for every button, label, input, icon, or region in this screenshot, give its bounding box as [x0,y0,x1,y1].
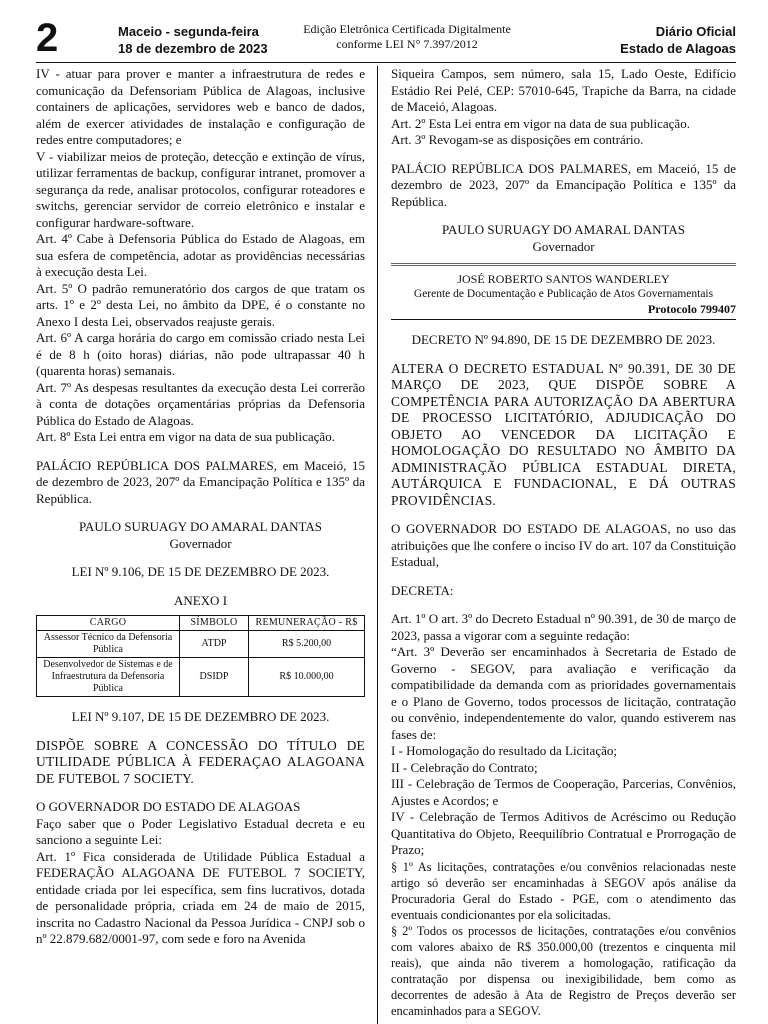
column-divider [377,66,378,1024]
paragraph-2: § 2º Todos os processos de licitações, contratações e/ou convênios com valores abaixo de R$ 350.000,00 (trezentos e cinquenta mil reais), que ainda não tiverem a homologação, ratificação da contratação por dispensa ou inexigibilidade, bem como as decorrentes de adesão à Ata de Registro de Preços deverão ser encaminhados para a SEGOV. [391,923,736,1018]
palace-dateline: PALÁCIO REPÚBLICA DOS PALMARES, em Maceió, 15 de dezembro de 2023, 207º da Emancipação Política e 135º da República. [36,457,365,506]
article-1-continued: Siqueira Campos, sem número, sala 15, Lado Oeste, Edifício Estádio Rei Pelé, CEP: 57010-645, Trapiche da Barra, na cidade de Maceió, Alagoas. [391,66,736,114]
item-ii: II - Celebração do Contrato; [391,759,538,775]
annex-col-simbolo: SÍMBOLO [180,616,249,631]
annex-table [36,615,365,697]
decree-ementa: ALTERA O DECRETO ESTADUAL Nº 90.391, DE 30 DE MARÇO DE 2023, QUE DISPÕE SOBRE A COMPETÊNCIA PARA AUTORIZAÇÃO DA ABERTURA DE PROCESSO LICITATÓRIO, ADJUDICAÇÃO DO OBJETO AO VENCEDOR DA LICITAÇÃO E HOMOLOGAÇÃO DO RESULTADO NO ÂMBITO DA ADMINISTRAÇÃO PÚBLICA ESTADUAL DIRETA, AUTÁRQUICA E FUNDACIONAL, E DÁ OUTRAS PROVIDÊNCIAS. [391,360,736,508]
protocol-number: Protocolo 799407 [391,302,736,320]
article-5: Art. 5º O padrão remuneratório dos cargos de que tratam os arts. 1º e 2º desta Lei, no âmbito da DPE, é o constante no Anexo I desta Lei, observados reajuste gerais. [36,280,365,329]
annex-header-row [37,616,365,631]
article-2: Art. 2º Esta Lei entra em vigor na data de sua publicação. [391,115,690,131]
annex-cell-simbolo: ATDP [180,631,249,658]
decree-article-1: Art. 1º O art. 3º do Decreto Estadual nº 90.391, de 30 de março de 2023, passa a vigorar com a seguinte redação: [391,611,736,643]
palace-dateline: PALÁCIO REPÚBLICA DOS PALMARES, em Maceió, 15 de dezembro de 2023, 207º da Emancipação Política e 135º da República. [391,160,736,209]
annex-cell-cargo: Desenvolvedor de Sistemas e de Infraestrutura da Defensoria Pública [37,658,180,697]
annex-cell-simbolo: DSIDP [180,658,249,697]
governor-role: Governador [169,535,232,551]
article-7: Art. 7º As despesas resultantes da execução desta Lei correrão à conta de dotações orçamentárias próprias da Defensoria Pública do Estado de Alagoas. [36,379,365,428]
certification-line: Edição Eletrônica Certificada Digitalmente [303,22,511,36]
page-number: 2 [36,16,59,60]
governor-intro: O GOVERNADOR DO ESTADO DE ALAGOAS [36,799,301,814]
quoted-article-3: “Art. 3º Deverão ser encaminhados à Secretaria de Estado de Governo - SEGOV, para avaliação e verificação da compatibilidade da demanda com as prioridades governamentais e o Plano de Governo, todos processos de licitação, contratação ou convênio, independentemente do valor, quando estiverem nas fases de: [391,644,736,742]
law-9106-title: LEI Nº 9.106, DE 15 DE DEZEMBRO DE 2023. [71,564,330,579]
article-3: Art. 3º Revogam-se as disposições em contrário. [391,132,644,147]
item-v: V - viabilizar meios de proteção, detecção e extinção de vírus, utilizar ferramentas de backup, configurar intranet, promover a segurança da rede, analisar protocolos, configurar roteadores e switchs, gerenciar servidor de correio eletrônico e instalar e configurar hardware-software. [36,148,365,230]
governor-role: Governador [532,238,595,254]
item-iv: IV - Celebração de Termos Aditivos de Acréscimo ou Redução Quantitativa do Objeto, Reequilíbrio Contratual e Prorrogação de Prazo; [391,809,736,857]
sanction-text: Faço saber que o Poder Legislativo Estadual decreta e eu sanciono a seguinte Lei: [36,815,365,847]
gazette-title [620,23,736,57]
header-divider [36,62,736,63]
annex-cell-remuneracao: R$ 10.000,00 [249,658,365,697]
decreta-label: DECRETA: [391,582,454,598]
edition-full-date: 18 de dezembro de 2023 [118,41,268,56]
annex-col-remuneracao: REMUNERAÇÃO - R$ [249,616,365,631]
governor-signature [391,222,736,255]
annex-title: ANEXO I [173,592,228,608]
governor-signature [36,519,365,552]
table-row [37,658,365,697]
publisher-role: Gerente de Documentação e Publicação de Atos Governamentais [413,288,714,300]
certification-law: conforme LEI N° 7.397/2012 [336,37,478,51]
decree-title: DECRETO Nº 94.890, DE 15 DE DEZEMBRO DE 2023. [411,332,716,347]
certification-note [292,22,522,52]
governor-name: PAULO SURUAGY DO AMARAL DANTAS [78,519,323,534]
left-column [36,66,365,948]
edition-date [118,23,268,57]
annex-col-cargo: CARGO [37,616,180,631]
law-9107-article-1: Art. 1º Fica considerada de Utilidade Pública Estadual a FEDERAÇÃO ALAGOANA DE FUTEBOL 7 SOCIETY, entidade criada por lei específica, sem fins lucrativos, dotada de personalidade própria, criada em 24 de maio de 2015, inscrita no Cadastro Nacional da Pessoa Jurídica - CNPJ sob o nº 22.879.682/0001-97, com sede e foro na Avenida [36,848,365,946]
edition-weekday: Maceio - segunda-feira [118,24,259,39]
governor-name: PAULO SURUAGY DO AMARAL DANTAS [441,222,686,237]
annex-cell-cargo: Assessor Técnico da Defensoria Pública [37,631,180,658]
section-divider [391,263,736,266]
item-iv: IV - atuar para prover e manter a infraestrutura de redes e comunicação da Defensoriam Pública de Alagoas, inclusive containers de aplicações, servidores web e banco de dados, além de exercer atividades de instalação e configuração de redes entre computadores; e [36,66,365,147]
decree-governor-intro: O GOVERNADOR DO ESTADO DE ALAGOAS, no uso das atribuições que lhe confere o inciso IV do art. 107 da Constituição Estadual, [391,521,736,569]
table-row [37,631,365,658]
right-column [391,66,736,1019]
law-9107-title: LEI Nº 9.107, DE 15 DE DEZEMBRO DE 2023. [71,709,330,724]
gazette-state: Estado de Alagoas [620,41,736,56]
publisher-name: JOSÉ ROBERTO SANTOS WANDERLEY [457,272,670,286]
page-header [36,18,736,64]
gazette-name: Diário Oficial [655,24,736,39]
paragraph-1: § 1º As licitações, contratações e/ou convênios relacionadas neste artigo só deverão ser encaminhadas à SEGOV após análise da Procuradoria Geral do Estado - PGE, com o atendimento das eventuais condicionantes por ela solicitadas. [391,859,736,922]
article-6: Art. 6º A carga horária do cargo em comissão criado nesta Lei é de 8 h (oito horas) diárias, não pode ultrapassar 40 h (quarenta horas) semanais. [36,330,365,378]
article-4: Art. 4º Cabe à Defensoria Pública do Estado de Alagoas, em sua esfera de competência, adotar as providências necessárias à execução desta Lei. [36,231,365,279]
law-9107-ementa: DISPÕE SOBRE A CONCESSÃO DO TÍTULO DE UTILIDADE PÚBLICA À FEDERAÇAO ALAGOANA DE FUTEBOL 7 SOCIETY. [36,737,365,786]
item-i: I - Homologação do resultado da Licitação; [391,743,617,758]
annex-cell-remuneracao: R$ 5.200,00 [249,631,365,658]
article-8: Art. 8º Esta Lei entra em vigor na data de sua publicação. [36,429,335,444]
item-iii: III - Celebração de Termos de Cooperação, Parcerias, Convênios, Ajustes e Acordos; e [391,776,736,808]
